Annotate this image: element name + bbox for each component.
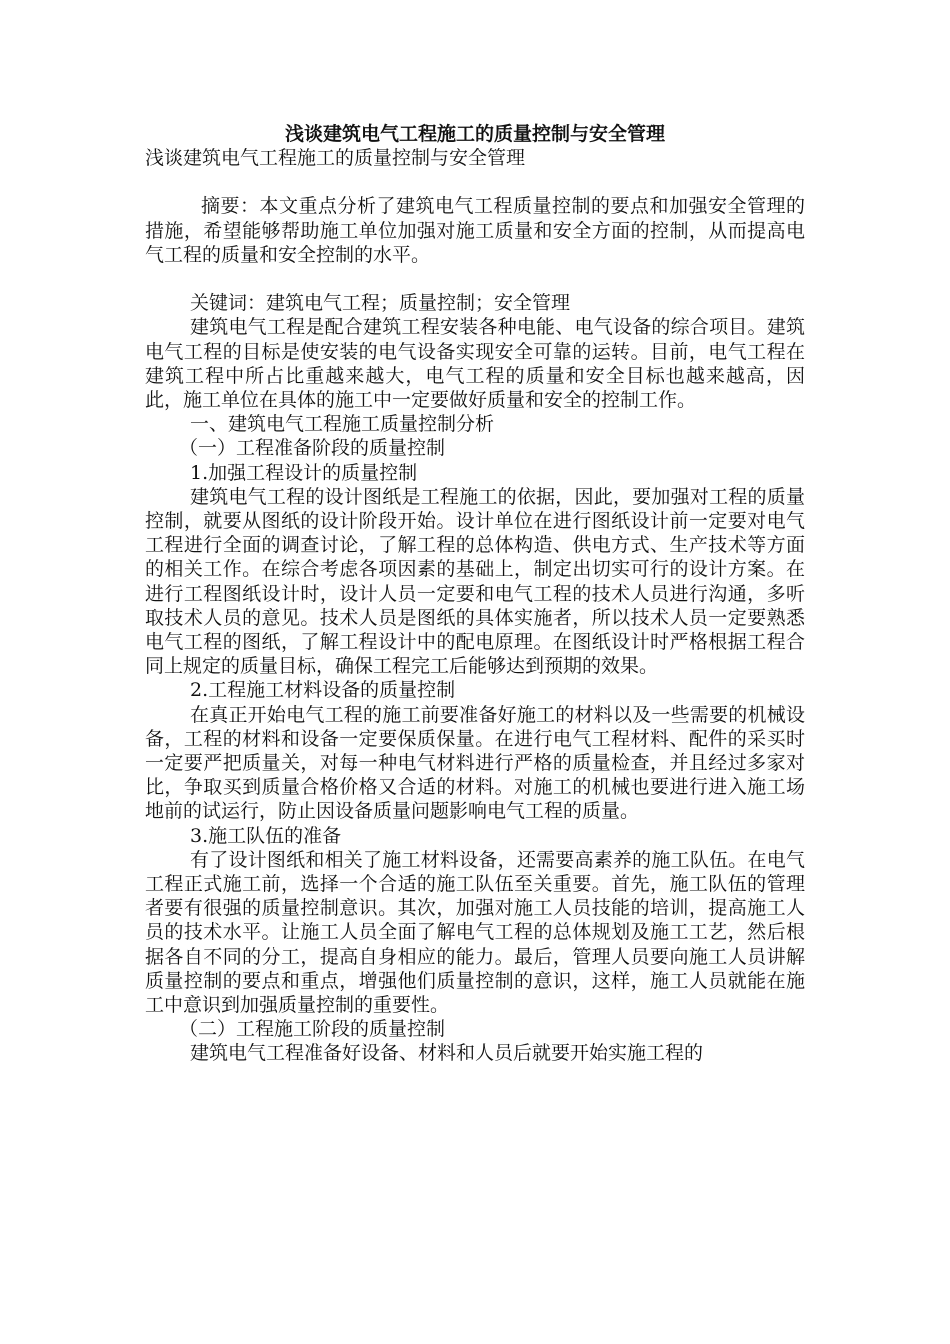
document-title: 浅谈建筑电气工程施工的质量控制与安全管理: [284, 123, 665, 145]
document-subtitle: 浅谈建筑电气工程施工的质量控制与安全管理: [145, 147, 526, 169]
abstract-paragraph: 摘要：本文重点分析了建筑电气工程质量控制的要点和加强安全管理的措施，希望能够帮助施工单位加强对施工质量和安全方面的控制，从而提高电气工程的质量和安全控制的水平。: [145, 195, 805, 266]
body-paragraph: 在真正开始电气工程的施工前要准备好施工的材料以及一些需要的机械设备，工程的材料和设备一定要保质保量。在进行电气工程材料、配件的采买时一定要严把质量关，对每一种电气材料进行严格的质量检查，并且经过多家对比，争取买到质量合格价格又合适的材料。对施工的机械也要进行进入施工场地前的试运行，防止因设备质量问题影响电气工程的质量。: [145, 703, 805, 823]
section-heading: 一、建筑电气工程施工质量控制分析: [190, 413, 495, 436]
body-paragraph: 有了设计图纸和相关了施工材料设备，还需要高素养的施工队伍。在电气工程正式施工前，选择一个合适的施工队伍至关重要。首先，施工队伍的管理者要有很强的质量控制意识。其次，加强对施工人员技能的培训，提高施工人员的技术水平。让施工人员全面了解电气工程的总体规划及施工工艺，然后根据各自不同的分工，提高自身相应的能力。最后，管理人员要向施工人员讲解质量控制的要点和重点，增强他们质量控制的意识，这样，施工人员就能在施工中意识到加强质量控制的重要性。: [145, 848, 805, 1017]
intro-paragraph: 建筑电气工程是配合建筑工程安装各种电能、电气设备的综合项目。建筑电气工程的目标是使安装的电气设备实现安全可靠的运转。目前，电气工程在建筑工程中所占比重越来越大，电气工程的质量和安全目标也越来越高，因此，施工单位在具体的施工中一定要做好质量和安全的控制工作。: [145, 316, 805, 411]
blank-line: [145, 170, 805, 194]
subsection-heading: （一）工程准备阶段的质量控制: [179, 437, 446, 460]
body-paragraph: 建筑电气工程的设计图纸是工程施工的依据，因此，要加强对工程的质量控制，就要从图纸的设计阶段开始。设计单位在进行图纸设计前一定要对电气工程进行全面的调查讨论，了解工程的总体构造、供电方式、生产技术等方面的相关工作。在综合考虑各项因素的基础上，制定出切实可行的设计方案。在进行工程图纸设计时，设计人员一定要和电气工程的技术人员进行沟通，多听取技术人员的意见。技术人员是图纸的具体实施者，所以技术人员一定要熟悉电气工程的图纸，了解工程设计中的配电原理。在图纸设计时严格根据工程合同上规定的质量目标，确保工程完工后能够达到预期的效果。: [145, 485, 805, 678]
document-body: [145, 122, 805, 1066]
item-heading: 3.施工队伍的准备: [190, 824, 342, 847]
subsection-heading: （二）工程施工阶段的质量控制: [179, 1018, 446, 1041]
item-heading: 1.加强工程设计的质量控制: [190, 461, 418, 484]
keywords-line: 关键词：建筑电气工程；质量控制；安全管理: [190, 292, 571, 315]
item-heading: 2.工程施工材料设备的质量控制: [190, 679, 456, 702]
body-paragraph: 建筑电气工程准备好设备、材料和人员后就要开始实施工程的: [190, 1042, 704, 1065]
blank-line: [145, 267, 805, 291]
